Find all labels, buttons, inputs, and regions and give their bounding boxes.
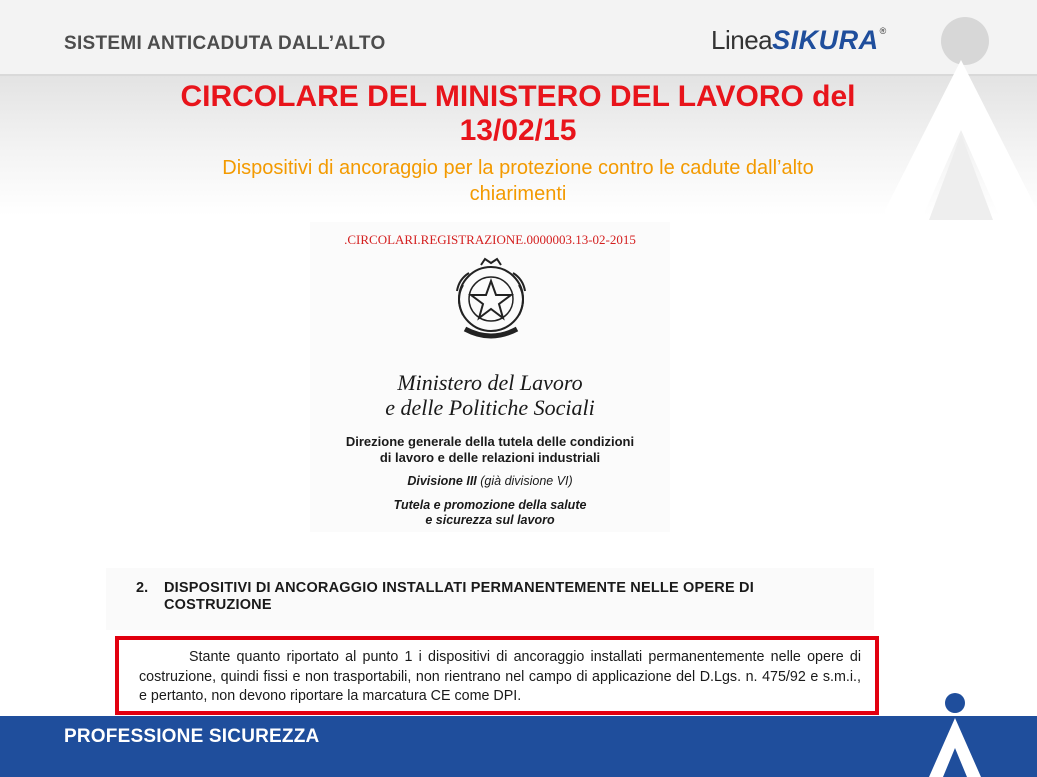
logo-registered-mark: ®	[879, 26, 887, 36]
document-section-heading	[106, 568, 874, 630]
department-line-2: di lavoro e delle relazioni industriali	[379, 450, 601, 465]
header-tagline: SISTEMI ANTICADUTA DALL’ALTO	[64, 33, 386, 54]
promotion-line-1: Tutela e promozione della salute	[393, 498, 587, 512]
page-subtitle-line-2: chiarimenti	[469, 183, 567, 205]
sikura-person-icon	[915, 692, 995, 777]
decorative-circle	[941, 17, 989, 65]
page-title	[108, 80, 928, 148]
highlighted-excerpt	[115, 636, 879, 715]
linea-sikura-logo	[711, 22, 886, 56]
section-number: 2.	[136, 580, 149, 596]
division-name: Divisione III	[407, 474, 477, 488]
promotion-line-2: e sicurezza sul lavoro	[425, 513, 555, 527]
footer-slogan: PROFESSIONE SICUREZZA	[64, 726, 320, 747]
page-title-line-1: CIRCOLARE DEL MINISTERO DEL LAVORO del	[180, 80, 856, 113]
ministry-name-line-2: e delle Politiche Sociali	[385, 395, 595, 420]
highlighted-paragraph: Stante quanto riportato al punto 1 i dispositivi di ancoraggio installati permanentemente nelle opere di costruzione, quindi fissi e non trasportabili, non rientrano nel campo di applicazione del D.Lgs. n. 475/92 e s.m.i., e pertanto, non devono riportare la marcatura CE come DPI.	[139, 649, 861, 704]
ministry-name	[310, 370, 670, 420]
division-note: (già divisione VI)	[480, 474, 573, 488]
registration-code: .CIRCOLARI.REGISTRAZIONE.0000003.13-02-2015	[344, 232, 636, 247]
logo-linea-text: Linea	[711, 25, 773, 55]
page-title-line-2: 13/02/15	[459, 114, 577, 147]
section-title: DISPOSITIVI DI ANCORAGGIO INSTALLATI PERMANENTEMENTE NELLE OPERE DI COSTRUZIONE	[164, 580, 754, 613]
logo-sikura-text: SIKURA	[772, 25, 879, 55]
document-letterhead	[310, 222, 670, 532]
promotion-unit	[310, 498, 670, 528]
department-line-1: Direzione generale della tutela delle condizioni	[345, 434, 635, 449]
italian-republic-emblem-icon	[445, 255, 537, 347]
page-subtitle	[158, 155, 878, 207]
page-subtitle-line-1: Dispositivi di ancoraggio per la protezione contro le cadute dall’alto	[222, 157, 814, 179]
division-label	[310, 474, 670, 488]
ministry-name-line-1: Ministero del Lavoro	[397, 370, 583, 395]
